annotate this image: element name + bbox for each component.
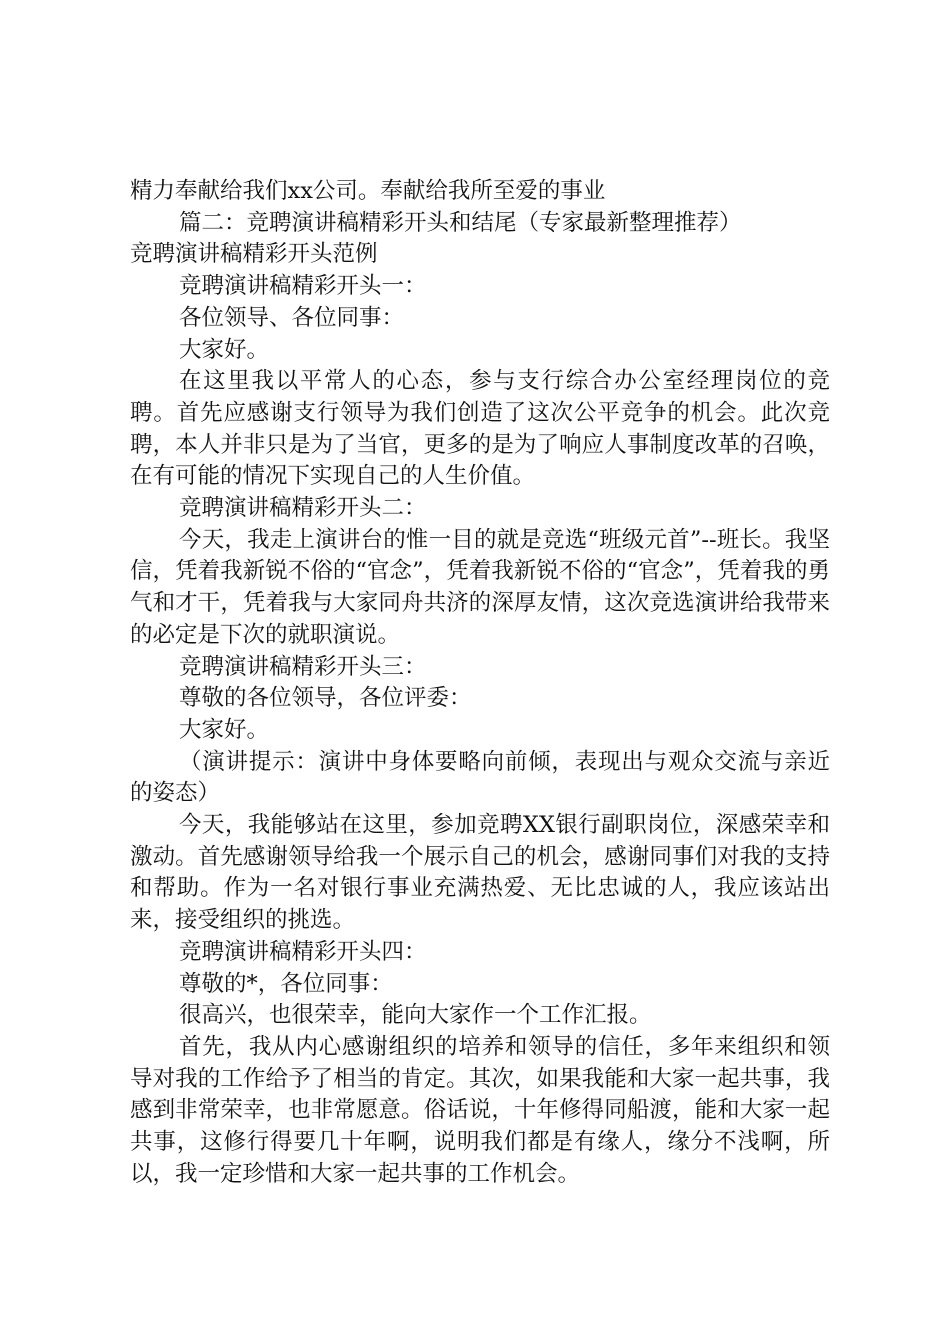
salutation: 尊敬的各位领导，各位评委： [179,685,472,712]
paragraph-continuation: 精力奉献给我们xx公司。奉献给我所至爱的事业 [130,178,606,204]
example-heading-2: 竞聘演讲稿精彩开头二： [179,495,427,522]
body-paragraph: 很高兴，也很荣幸，能向大家作一个工作汇报。 [179,1002,652,1029]
example-heading-3: 竞聘演讲稿精彩开头三： [179,653,427,680]
document-page [130,176,830,1191]
body-paragraph: 今天，我能够站在这里，参加竞聘XX银行副职岗位，深感荣幸和激动。首先感谢领导给我一个展示自己的机会，感谢同事们对我的支持和帮助。作为一名对银行事业充满热爱、无比忠诚的人，我应该站出来，接受组织的挑选。 [130,812,830,934]
body-paragraph: 今天，我走上演讲台的惟一目的就是竞选“班级元首”--班长。我坚信，凭着我新锐不俗的“官念”，凭着我新锐不俗的“官念”，凭着我的勇气和才干，凭着我与大家同舟共济的深厚友情，这次竞选演讲给我带来的必定是下次的就职演说。 [130,526,830,648]
speech-tip: （演讲提示：演讲中身体要略向前倾，表现出与观众交流与亲近的姿态） [130,748,830,807]
body-paragraph: 在这里我以平常人的心态，参与支行综合办公室经理岗位的竞聘。首先应感谢支行领导为我们创造了这次公平竞争的机会。此次竞聘，本人并非只是为了当官，更多的是为了响应人事制度改革的召唤，在有可能的情况下实现自己的人生价值。 [130,368,830,490]
salutation: 各位领导、各位同事： [179,304,405,331]
section-heading: 篇二：竞聘演讲稿精彩开头和结尾（专家最新整理推荐） [179,209,742,236]
body-paragraph: 首先，我从内心感谢组织的培养和领导的信任，多年来组织和领导对我的工作给予了相当的肯定。其次，如果我能和大家一起共事，我感到非常荣幸，也非常愿意。俗话说，十年修得同船渡，能和大家一起共事，这修行得要几十年啊，说明我们都是有缘人，缘分不浅啊，所以，我一定珍惜和大家一起共事的工作机会。 [130,1033,830,1187]
section-subheading: 竞聘演讲稿精彩开头范例 [130,241,378,268]
greeting: 大家好。 [179,336,270,363]
example-heading-4: 竞聘演讲稿精彩开头四： [179,938,427,965]
salutation: 尊敬的*，各位同事： [179,970,393,997]
greeting: 大家好。 [179,716,270,743]
example-heading-1: 竞聘演讲稿精彩开头一： [179,273,427,300]
